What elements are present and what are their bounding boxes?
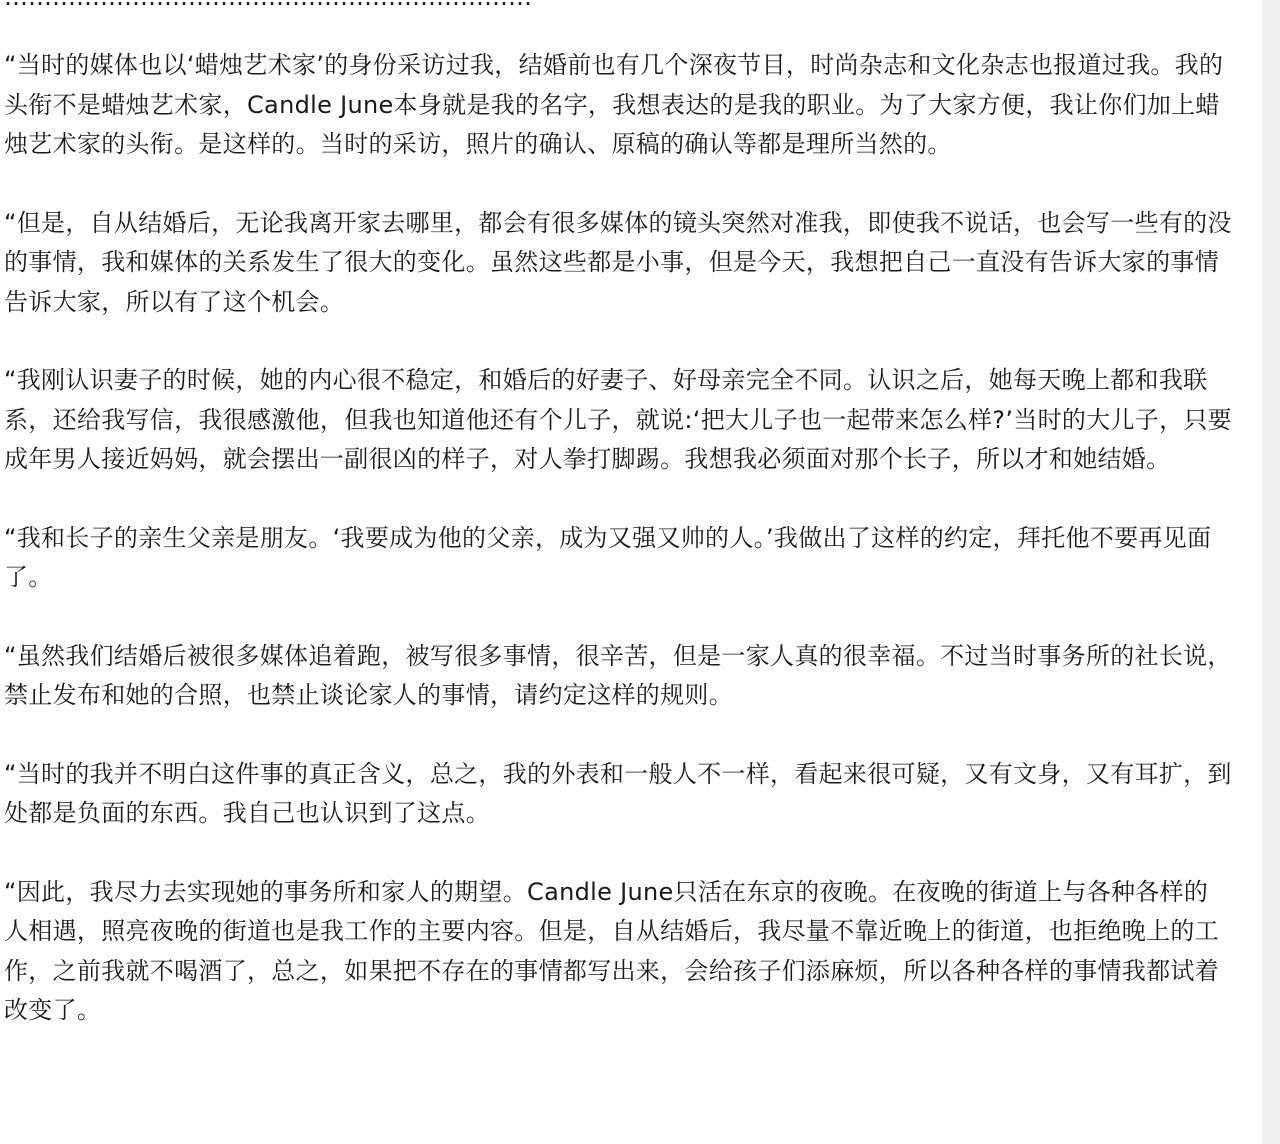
scrollbar-track[interactable]: [1262, 0, 1280, 1144]
paragraph-5: “虽然我们结婚后被很多媒体追着跑，被写很多事情，很辛苦，但是一家人真的很幸福。不过当时事务所的社长说，禁止发布和她的合照，也禁止谈论家人的事情，请约定这样的规则。: [4, 641, 1232, 709]
paragraph-3: “我刚认识妻子的时候，她的内心很不稳定，和婚后的好妻子、好母亲完全不同。认识之后，她每天晚上都和我联系，还给我写信，我很感激他，但我也知道他还有个儿子，就说:‘把大儿子也一起带来怎么样?’当时的大儿子，只要成年男人接近妈妈，就会摆出一副很凶的样子，对人拳打脚踢。我想我必须面对那个长子，所以才和她结婚。: [4, 366, 1232, 473]
paragraph-7: “因此，我尽力去实现她的事务所和家人的期望。Candle June只活在东京的夜晚。在夜晚的街道上与各种各样的人相遇，照亮夜晚的街道也是我工作的主要内容。但是，自从结婚后，我尽量不靠近晚上的街道，也拒绝晚上的工作，之前我就不喝酒了，总之，如果把不存在的事情都写出来，会给孩子们添麻烦，所以各种各样的事情我都试着改变了。: [4, 877, 1219, 1024]
paragraph-4: “我和长子的亲生父亲是朋友。‘我要成为他的父亲，成为又强又帅的人。’我做出了这样的约定，拜托他不要再见面了。: [4, 523, 1212, 591]
article-body: [4, 46, 1232, 1070]
paragraph-6: “当时的我并不明白这件事的真正含义，总之，我的外表和一般人不一样，看起来很可疑，又有文身，又有耳扩，到处都是负面的东西。我自己也认识到了这点。: [4, 759, 1232, 827]
paragraph-1: “当时的媒体也以‘蜡烛艺术家’的身份采访过我，结婚前也有几个深夜节目，时尚杂志和文化杂志也报道过我。我的头衔不是蜡烛艺术家，Candle June本身就是我的名字，我想表达的是我的职业。为了大家方便，我让你们加上蜡烛艺术家的头衔。是这样的。当时的采访，照片的确认、原稿的确认等都是理所当然的。: [4, 51, 1224, 158]
cut-off-text-line: [4, 0, 1234, 17]
paragraph-2: “但是，自从结婚后，无论我离开家去哪里，都会有很多媒体的镜头突然对准我，即使我不说话，也会写一些有的没的事情，我和媒体的关系发生了很大的变化。虽然这些都是小事，但是今天，我想把自己一直没有告诉大家的事情告诉大家，所以有了这个机会。: [4, 208, 1232, 316]
